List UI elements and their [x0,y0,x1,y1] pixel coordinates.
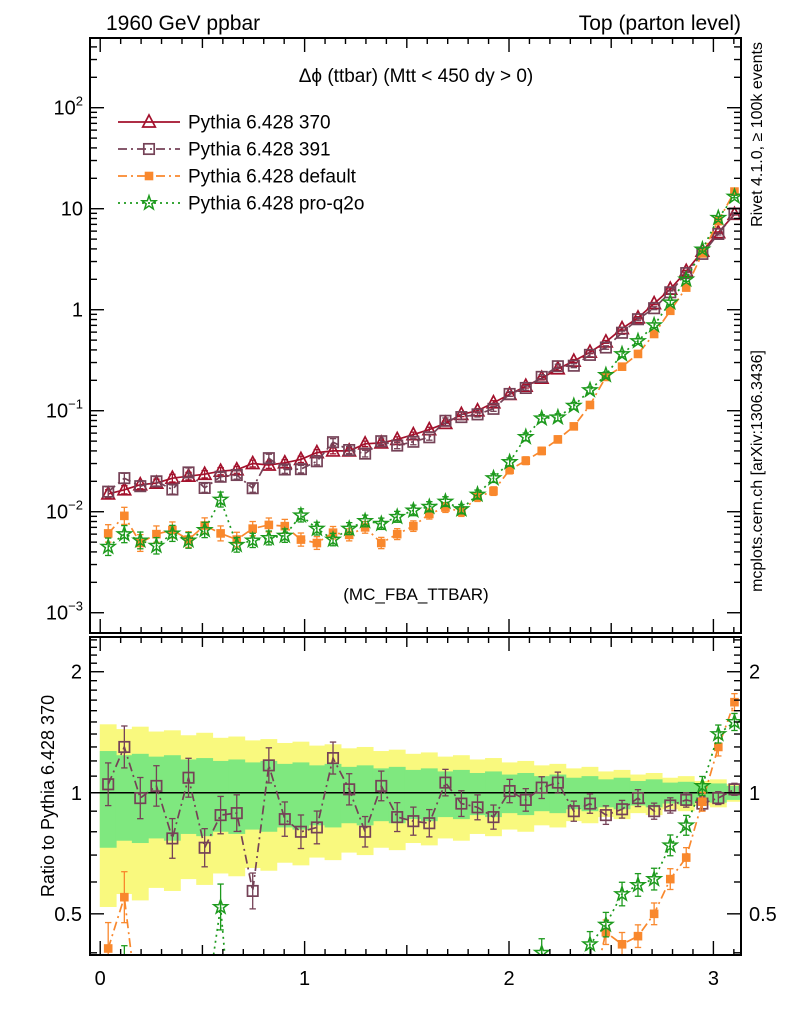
header-beam-label: 1960 GeV ppbar [106,12,261,35]
legend-item-pythia-6-428-default [118,167,357,188]
y-tick-label: 1 [71,299,83,322]
header-process-label: Top (parton level) [578,12,741,35]
ratio-tick-label: 2 [70,661,82,684]
legend-label: Pythia 6.428 default [188,166,356,188]
legend-label: Pythia 6.428 pro-q2o [188,193,365,215]
y-tick-label: $10^{-3}$ [45,598,83,625]
main-y-tick-labels [46,94,83,625]
ratio-tick-label: 1 [70,782,82,805]
x-tick-label: 0 [94,968,106,990]
x-tick-label: 2 [503,968,515,990]
ratio-y-axis-title: Ratio to Pythia 6.428 370 [38,694,58,898]
series-pythia-6-428-370 [102,207,741,499]
y-tick-label: $10^2$ [53,93,83,120]
series-pythia-6-428-default [104,187,739,551]
analysis-watermark: (MC_FBA_TTBAR) [343,585,489,604]
x-tick-labels [95,968,719,990]
main-series-layer [101,187,741,555]
y-tick-label: $10^{-1}$ [45,396,83,423]
legend-item-pythia-6-428-pro-q2o [118,194,364,215]
ratio-tick-label: 1 [749,782,761,805]
x-tick-label: 1 [299,968,311,990]
series-pythia-6-428-391 [103,208,740,497]
series-pythia-6-428-pro-q2o [101,189,741,555]
y-tick-label: 10 [60,198,83,221]
plot-title: Δϕ (ttbar) (Mtt < 450 dy > 0) [298,66,534,87]
generated-chart-layer [46,38,777,1024]
side-note-rivet: Rivet 4.1.0, ≥ 100k events [749,42,766,227]
ratio-tick-label: 0.5 [54,903,82,926]
legend-item-pythia-6-428-370 [118,113,331,134]
legend [118,113,364,215]
legend-label: Pythia 6.428 391 [188,139,331,161]
y-tick-label: $10^{-2}$ [45,497,83,524]
legend-item-pythia-6-428-391 [118,140,331,161]
side-note-mcplots: mcplots.cern.ch [arXiv:1306.3436] [749,350,766,592]
ratio-tick-label: 2 [749,661,761,684]
ratio-tick-label: 0.5 [749,903,777,926]
x-tick-label: 3 [707,968,719,990]
legend-label: Pythia 6.428 370 [188,112,331,134]
